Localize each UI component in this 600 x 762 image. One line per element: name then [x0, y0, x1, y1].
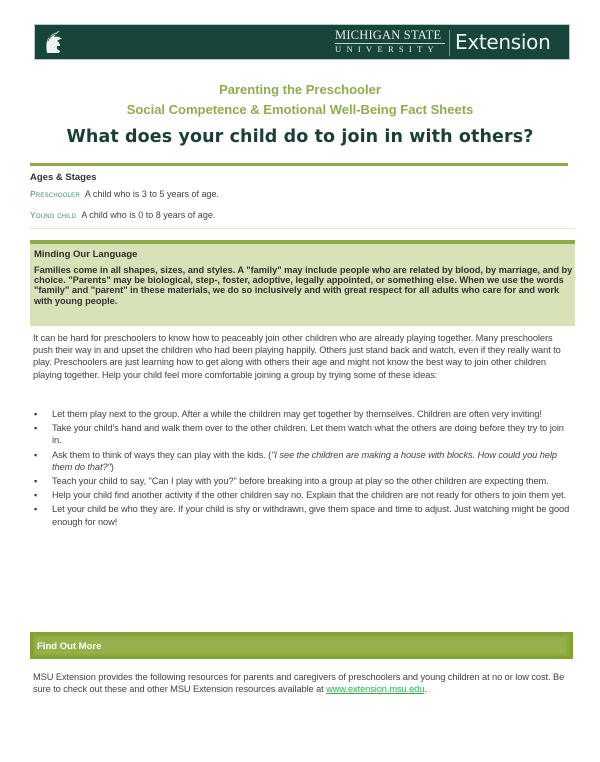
find-out-more-bar-inner [35, 637, 566, 654]
header-banner [34, 24, 570, 60]
resources-paragraph [33, 671, 573, 695]
list-item [33, 408, 573, 420]
section-divider [30, 228, 575, 229]
list-item [33, 475, 573, 487]
minding-language-heading: Minding Our Language [34, 249, 138, 260]
msu-wordmark [335, 29, 445, 57]
definition-term: Preschooler [30, 189, 80, 199]
series-title: Parenting the Preschooler [219, 82, 381, 97]
list-item-text-after: ) [110, 461, 114, 472]
list-item [33, 449, 573, 473]
list-item-text: Help your child find another activity if the other children say no. Explain that the children are not ready for others to join them yet. [52, 490, 567, 501]
wordmark-divider [449, 30, 450, 56]
ages-stages-heading: Ages & Stages [30, 172, 97, 183]
page-title: What does your child do to join in with others? [66, 127, 534, 147]
list-item [33, 489, 573, 501]
ideas-list [33, 408, 573, 530]
bullet-icon: ▪ [34, 409, 38, 419]
spartan-helmet-icon [43, 29, 65, 55]
find-out-more-heading: Find Out More [37, 641, 102, 652]
title-rule [30, 163, 568, 166]
extension-website-link[interactable]: www.extension.msu.edu [326, 684, 425, 695]
resources-text-after: . [424, 684, 427, 695]
definition-row [30, 189, 219, 199]
list-item-text: Take your child's hand and walk them over to the other children. Let them watch what the others are doing before they try to join in. [52, 423, 564, 446]
list-item-text: Ask them to think of ways they can play with the kids. ( [52, 449, 272, 460]
wordmark-line1: MICHIGAN STATE [335, 29, 445, 44]
bullet-icon: ▪ [34, 490, 38, 501]
subseries-title: Social Competence & Emotional Well-Being Fact Sheets [126, 102, 474, 117]
intro-paragraph: It can be hard for preschoolers to know how to peaceably join other children who are already playing together. Many preschoolers push their way in and upset the children who had been playing happily. Others just stand back and watch, even if they really want to play. Preschoolers are just learning how to get along with others their age and might not know the best way to join other children playing together. Help your child feel more comfortable joining a group by trying some of these ideas: [33, 333, 561, 380]
minding-language-text: Families come in all shapes, sizes, and styles. A "family" may include people who are related by blood, by marriage, and by choice. "Parents" may be biological, step-, foster, adoptive, legally appointed, or something else. When we use the words "family" and "parent" in these materials, we do so inclusively and with great respect for all adults who care for and work with young people. [34, 265, 573, 306]
minding-language-box [30, 240, 575, 326]
definition-text: A child who is 0 to 8 years of age. [81, 210, 216, 220]
list-item [33, 422, 573, 446]
list-item [33, 503, 573, 527]
definition-text: A child who is 3 to 5 years of age. [84, 189, 219, 199]
bullet-icon: ▪ [34, 476, 38, 487]
bullet-icon: ▪ [34, 504, 38, 515]
bullet-icon: ▪ [34, 423, 38, 434]
list-item-text: Let your child be who they are. If your child is shy or withdrawn, give them space and time to adjust. Just watching might be good enough for now! [52, 504, 570, 527]
extension-label: Extension [455, 30, 551, 54]
wordmark-line2: UNIVERSITY [335, 44, 439, 54]
list-item-text: Teach your child to say, "Can I play with you?" before breaking into a group at play so the other children are expecting them. [52, 476, 549, 487]
definition-term: Young child [30, 210, 77, 220]
list-item-text: Let them play next to the group. After a while the children may get together by themselves. Children are often very inviting! [52, 409, 542, 419]
bullet-icon: ▪ [34, 449, 38, 460]
resources-text: MSU Extension provides the following resources for parents and caregivers of preschoolers and young children at no or low cost. Be sure to check out these and other MSU Extension resources available at [33, 672, 565, 695]
definition-row [30, 210, 215, 220]
list-item-quote: "I see the children are making a house with blocks. How could you help them do that?" [52, 449, 557, 472]
find-out-more-bar [30, 632, 573, 659]
